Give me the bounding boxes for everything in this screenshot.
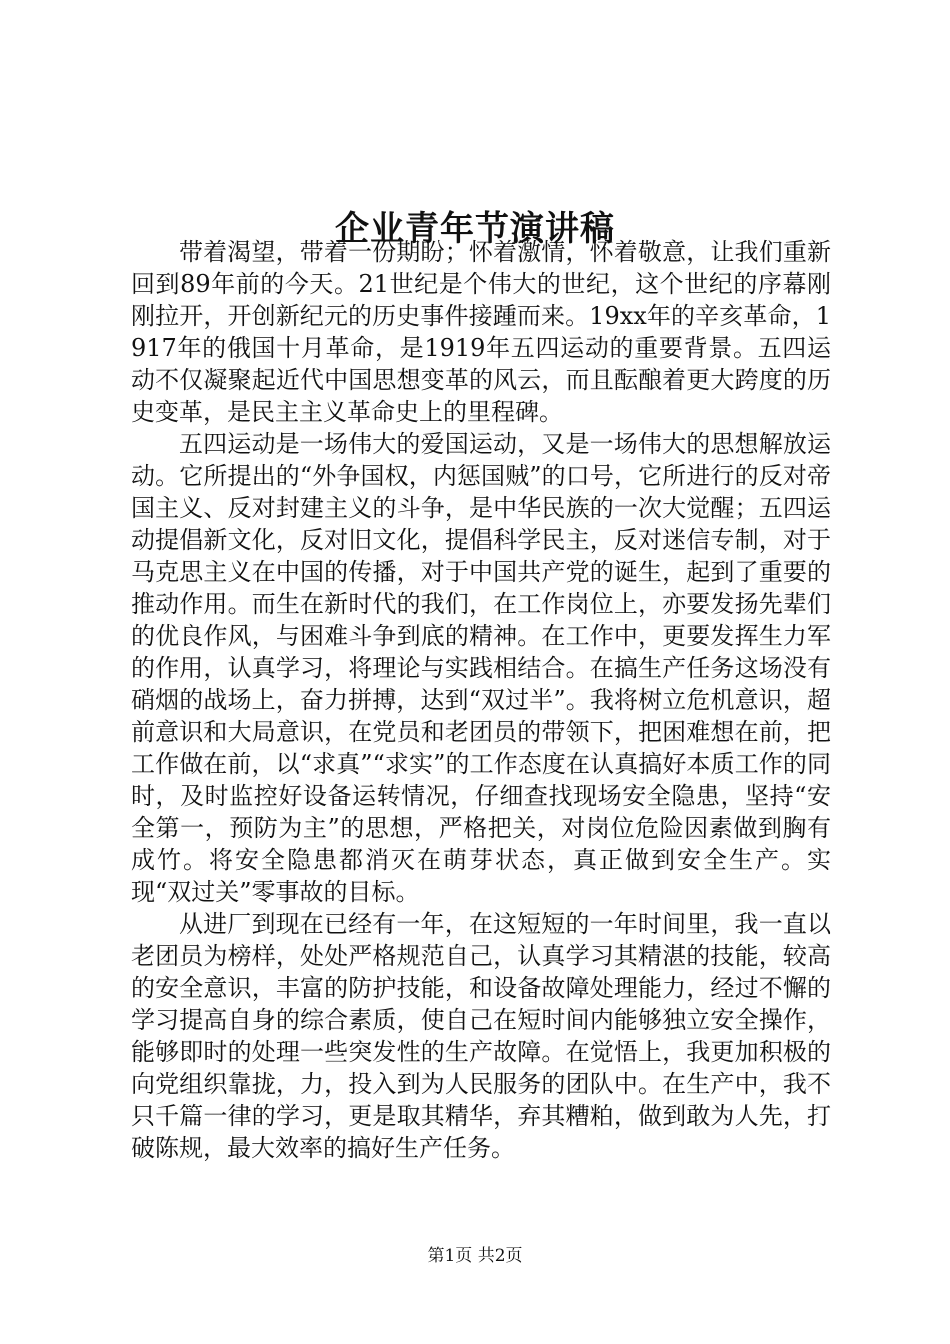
page-footer: 第1页 共2页	[427, 1246, 523, 1266]
paragraph: 五四运动是一场伟大的爱国运动，又是一场伟大的思想解放运动。它所提出的“外争国权，内惩国贼”的口号，它所进行的反对帝国主义、反对封建主义的斗争，是中华民族的一次大觉醒；五四运动提倡新文化，反对旧文化，提倡科学民主，反对迷信专制，对于马克思主义在中国的传播，对于中国共产党的诞生，起到了重要的推动作用。而生在新时代的我们，在工作岗位上，亦要发扬先辈们的优良作风，与困难斗争到底的精神。在工作中，更要发挥生力军的作用，认真学习，将理论与实践相结合。在搞生产任务这场没有硝烟的战场上，奋力拼搏，达到“双过半”。我将树立危机意识，超前意识和大局意识，在党员和老团员的带领下，把困难想在前，把工作做在前，以“求真”“求实”的工作态度在认真搞好本质工作的同时，及时监控好设备运转情况，仔细查找现场安全隐患，坚持“安全第一，预防为主”的思想，严格把关，对岗位危险因素做到胸有成竹。将安全隐患都消灭在萌芽状态，真正做到安全生产。实现“双过关”零事故的目标。	[131, 430, 831, 906]
paragraph: 从进厂到现在已经有一年，在这短短的一年时间里，我一直以老团员为榜样，处处严格规范自己，认真学习其精湛的技能，较高的安全意识，丰富的防护技能，和设备故障处理能力，经过不懈的学习提高自身的综合素质，使自己在短时间内能够独立安全操作，能够即时的处理一些突发性的生产故障。在觉悟上，我更加积极的向党组织靠拢，力，投入到为人民服务的团队中。在生产中，我不只千篇一律的学习，更是取其精华，弃其糟粕，做到敢为人先，打破陈规，最大效率的搞好生产任务。	[131, 910, 831, 1162]
document-title: 企业青年节演讲稿	[335, 208, 615, 249]
document-body	[131, 236, 831, 1164]
paragraph: 带着渴望，带着一份期盼；怀着激情，怀着敬意，让我们重新回到89年前的今天。21世纪是个伟大的世纪，这个世纪的序幕刚刚拉开，开创新纪元的历史事件接踵而来。19xx年的辛亥革命，1917年的俄国十月革命，是1919年五四运动的重要背景。五四运动不仅凝聚起近代中国思想变革的风云，而且酝酿着更大跨度的历史变革，是民主主义革命史上的里程碑。	[131, 238, 831, 426]
